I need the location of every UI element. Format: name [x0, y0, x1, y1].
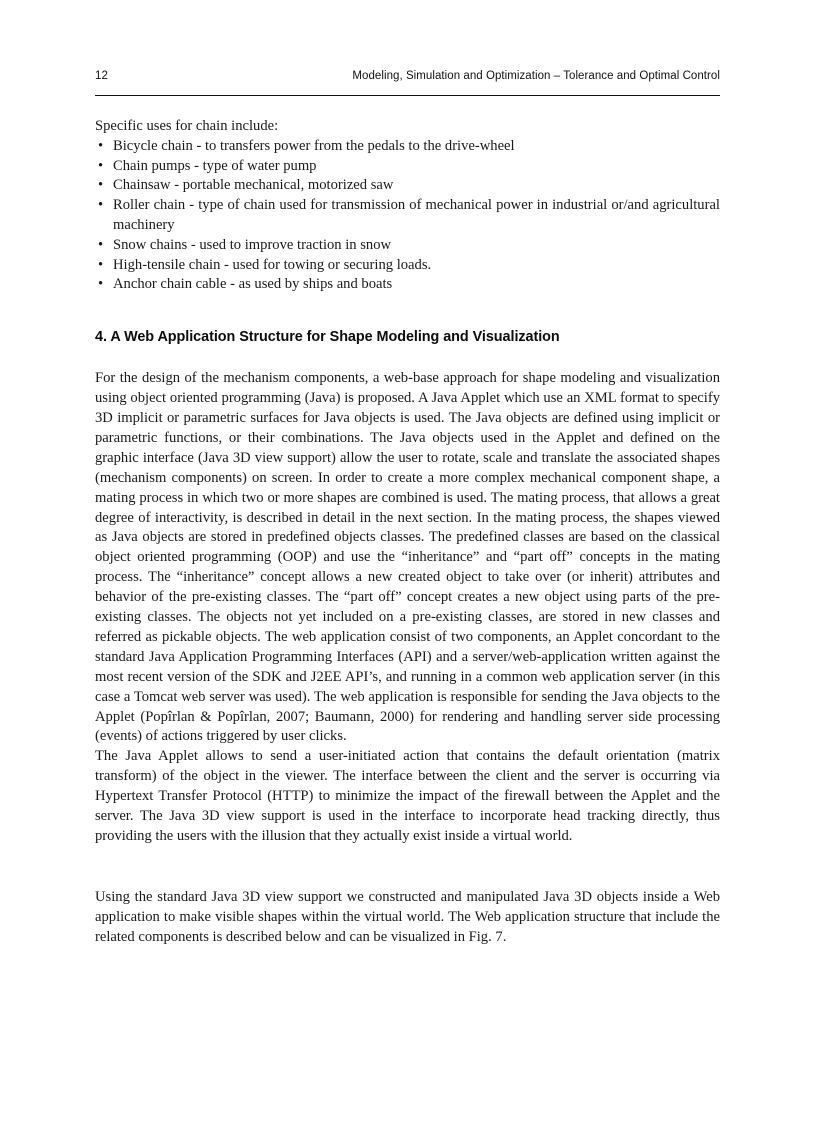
list-item-label: Snow chains - used to improve traction in snow [113, 236, 392, 253]
bullet-icon: • [98, 197, 104, 214]
bullet-icon: • [98, 256, 104, 273]
list-item-label: Chainsaw - portable mechanical, motorized saw [113, 177, 394, 194]
body-paragraph: For the design of the mechanism components, a web-base approach for shape modeling and visualization using object oriented programming (Java) is proposed. A Java Applet which use an XML format to specify 3D implicit or parametric surfaces for Java objects is used. The Java objects are defined using implicit or parametric functions, or their combinations. The Java objects used in the Applet and defined on the graphic interface (Java 3D view support) allow the user to rotate, scale and translate the associated shapes (mechanism components) on screen. In order to create a more complex mechanical component shape, a mating process in which two or more shapes are combined is used. The mating process, that allows a great degree of interactivity, is described in detail in the next section. In the mating process, the shapes viewed as Java objects are stored in predefined objects classes. The predefined classes are based on the classical object oriented programming (OOP) and use the “inheritance” and “part off” concepts in the mating process. The “inheritance” concept allows a new created object to take over (or inherit) attributes and behavior of the pre-existing classes. The “part off” concept creates a new object using parts of the pre-existing classes. The objects not yet included on a pre-existing classes, are stored in new classes and referred as pickable objects. The web application consist of two components, an Applet concordant to the standard Java Application Programming Interfaces (API) and a server/web-application written against the most recent version of the SDK and J2EE API’s, and running in a common web application server (in this case a Tomcat web server was used). The web application is responsible for sending the Java objects to the Applet (Popîrlan & Popîrlan, 2007; Baumann, 2000) for rendering and handling server side processing (events) of actions triggered by user clicks. [95, 370, 720, 745]
list-item-label: Chain pumps - type of water pump [113, 157, 317, 174]
page-number: 12 [95, 70, 108, 82]
list-item [95, 256, 720, 276]
list-item-label: High-tensile chain - used for towing or securing loads. [113, 256, 432, 273]
list-item [95, 176, 720, 196]
section-heading: 4. A Web Application Structure for Shape Modeling and Visualization [95, 329, 560, 346]
bullet-icon: • [98, 177, 104, 194]
list-item-label: Anchor chain cable - as used by ships and boats [113, 276, 393, 293]
list-item [95, 196, 720, 236]
list-item [95, 157, 720, 177]
bullet-icon: • [98, 137, 104, 154]
chain-uses-list [95, 137, 720, 295]
list-item-label: Bicycle chain - to transfers power from the pedals to the drive-wheel [113, 137, 515, 154]
text-column [95, 117, 720, 948]
bullet-icon: • [98, 157, 104, 174]
list-item-label: Roller chain - type of chain used for transmission of mechanical power in industrial or/and agricultural machinery [113, 197, 720, 233]
body-paragraph: Using the standard Java 3D view support we constructed and manipulated Java 3D objects inside a Web application to make visible shapes within the virtual world. The Web application structure that include the related components is described below and can be visualized in Fig. 7. [95, 888, 720, 945]
bullet-icon: • [98, 276, 104, 293]
bullet-icon: • [98, 236, 104, 253]
list-item [95, 275, 720, 295]
list-item [95, 137, 720, 157]
body-paragraph: The Java Applet allows to send a user-initiated action that contains the default orientation (matrix transform) of the object in the viewer. The interface between the client and the server is occurring via Hypertext Transfer Protocol (HTTP) to minimize the impact of the firewall between the Applet and the server. The Java 3D view support is used in the interface to incorporate head tracking directly, thus providing the users with the illusion that they actually exist inside a virtual world. [95, 748, 720, 845]
running-header [95, 68, 720, 96]
running-title: Modeling, Simulation and Optimization – Tolerance and Optimal Control [352, 70, 720, 82]
list-item [95, 236, 720, 256]
lead-in-text: Specific uses for chain include: [95, 118, 279, 134]
